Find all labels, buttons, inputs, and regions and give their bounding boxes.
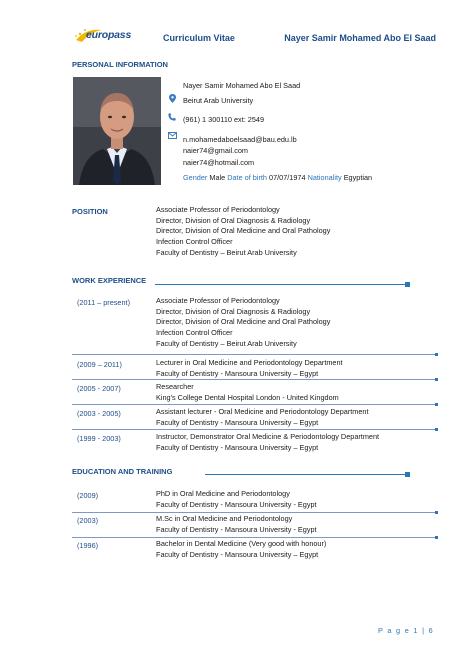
- work-line: Director, Division of Oral Medicine and Oral Pathology: [156, 317, 331, 327]
- row-divider: [72, 429, 436, 430]
- work-date-4: (2003 - 2005): [77, 409, 121, 418]
- edu-entry-2: [156, 514, 317, 535]
- work-line: Faculty of Dentistry - Mansoura University – Egypt: [156, 368, 319, 378]
- email-link-1[interactable]: n.mohamedaboelsaad@bau.edu.lb: [183, 135, 297, 144]
- work-line: King's College Dental Hospital London - United Kingdom: [156, 392, 339, 402]
- gender-label: Gender: [183, 173, 208, 182]
- row-divider: [72, 354, 436, 355]
- position-line: Infection Control Officer: [156, 237, 233, 247]
- email-link-3[interactable]: naier74@hotmail.com: [183, 158, 255, 167]
- edu-date-2: (2003): [77, 516, 99, 525]
- europass-logo-text: europass: [86, 29, 132, 41]
- edu-line: PhD in Oral Medicine and Periodontology: [156, 489, 290, 498]
- section-title-education: EDUCATION AND TRAINING: [72, 467, 173, 476]
- position-line: Faculty of Dentistry – Beirut Arab University: [156, 247, 297, 257]
- page-number: P a g e 1 | 6: [378, 626, 434, 635]
- profile-photo: [73, 77, 161, 185]
- section-title-position: POSITION: [72, 207, 108, 216]
- edu-line: Faculty of Dentistry - Mansoura University – Egypt: [156, 549, 319, 559]
- work-date-1: (2011 – present): [77, 298, 131, 307]
- phone-text: (961) 1 300110 ext: 2549: [183, 115, 265, 124]
- position-line: Associate Professor of Periodontology: [156, 205, 280, 214]
- work-line: Researcher: [156, 382, 194, 391]
- header-name: Nayer Samir Mohamed Abo El Saad: [284, 33, 436, 43]
- work-line: Lecturer in Oral Medicine and Periodontology Department: [156, 358, 343, 367]
- work-entry-1: [156, 296, 330, 350]
- position-line: Director, Division of Oral Medicine and Oral Pathology: [156, 226, 331, 236]
- work-line: Faculty of Dentistry - Mansoura University – Egypt: [156, 417, 319, 427]
- section-divider: [205, 474, 408, 475]
- gender-value: Male: [209, 173, 226, 182]
- dob-label: Date of birth: [227, 173, 267, 182]
- work-date-3: (2005 - 2007): [77, 384, 121, 393]
- work-line: Faculty of Dentistry - Mansoura University – Egypt: [156, 442, 319, 452]
- edu-line: Faculty of Dentistry - Mansoura University - Egypt: [156, 499, 317, 509]
- edu-entry-3: [156, 539, 326, 560]
- section-divider: [155, 284, 408, 285]
- email-link-2[interactable]: naier74@gmail.com: [183, 146, 248, 155]
- edu-line: Faculty of Dentistry - Mansoura University - Egypt: [156, 524, 317, 534]
- email-icon: [168, 132, 177, 141]
- nationality-label: Nationality: [307, 173, 342, 182]
- work-line: Director, Division of Oral Diagnosis & Radiology: [156, 306, 311, 316]
- edu-date-3: (1996): [77, 541, 99, 550]
- work-date-5: (1999 - 2003): [77, 434, 121, 443]
- document-title: Curriculum Vitae: [163, 33, 235, 43]
- dob-value: 07/07/1974: [269, 173, 306, 182]
- row-divider: [72, 404, 436, 405]
- work-line: Associate Professor of Periodontology: [156, 296, 280, 305]
- work-line: Faculty of Dentistry – Beirut Arab University: [156, 338, 297, 348]
- nationality-value: Egyptian: [343, 173, 373, 182]
- row-divider: [72, 512, 436, 513]
- work-line: Instructor, Demonstrator Oral Medicine & Periodontology Department: [156, 432, 380, 441]
- work-entry-3: [156, 382, 339, 403]
- work-line: Assistant lecturer - Oral Medicine and Periodontology Department: [156, 407, 369, 416]
- work-line: Infection Control Officer: [156, 328, 233, 338]
- position-block: [156, 205, 330, 259]
- location-pin-icon: [169, 94, 176, 105]
- work-date-2: (2009 – 2011): [77, 360, 122, 369]
- section-title-personal: PERSONAL INFORMATION: [72, 60, 168, 69]
- work-entry-5: [156, 432, 379, 453]
- personal-details-line: [183, 173, 372, 182]
- person-name: Nayer Samir Mohamed Abo El Saad: [183, 81, 301, 90]
- edu-date-1: (2009): [77, 491, 99, 500]
- edu-line: M.Sc in Oral Medicine and Periodontology: [156, 514, 293, 523]
- work-entry-4: [156, 407, 369, 428]
- address-text: Beirut Arab University: [183, 96, 254, 105]
- position-line: Director, Division of Oral Diagnosis & Radiology: [156, 215, 311, 225]
- section-title-work: WORK EXPERIENCE: [72, 276, 147, 285]
- edu-entry-1: [156, 489, 317, 510]
- edu-line: Bachelor in Dental Medicine (Very good with honour): [156, 539, 327, 548]
- work-entry-2: [156, 358, 343, 379]
- row-divider: [72, 537, 436, 538]
- phone-icon: [168, 113, 176, 123]
- row-divider: [72, 379, 436, 380]
